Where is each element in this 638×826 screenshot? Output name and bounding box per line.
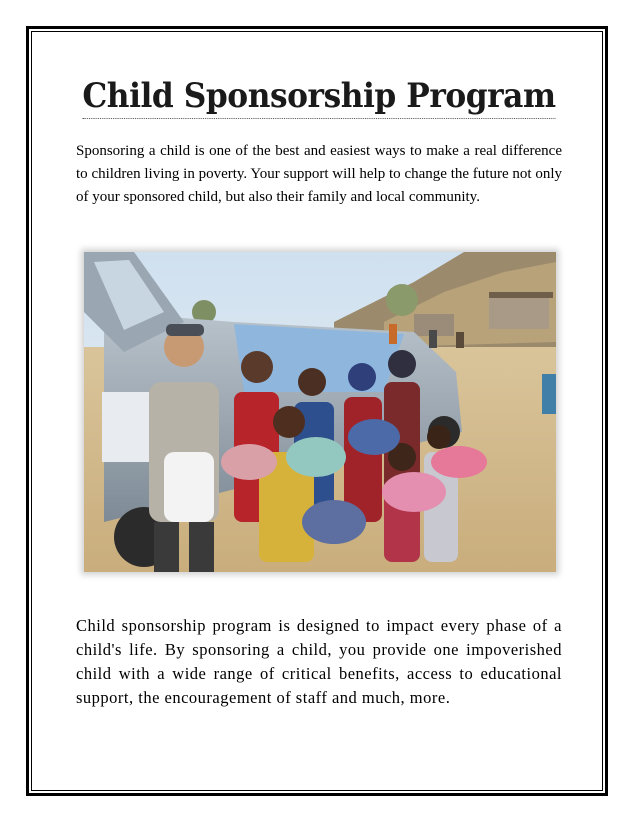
page-title-text: Child Sponsorship Program <box>82 76 555 119</box>
intro-paragraph: Sponsoring a child is one of the best and easiest ways to make a real difference to children living in poverty. Your support will help to change the future not only of your sponsored child, but also their family and local community. <box>76 143 562 205</box>
body-paragraph: Child sponsorship program is designed to impact every phase of a child's life. By sponsoring a child, you provide one impoverished child with a wide range of critical benefits, access to educational support, the encouragement of staff and much, more. <box>76 616 562 707</box>
page-title <box>26 76 613 116</box>
sponsorship-photo <box>84 252 556 572</box>
